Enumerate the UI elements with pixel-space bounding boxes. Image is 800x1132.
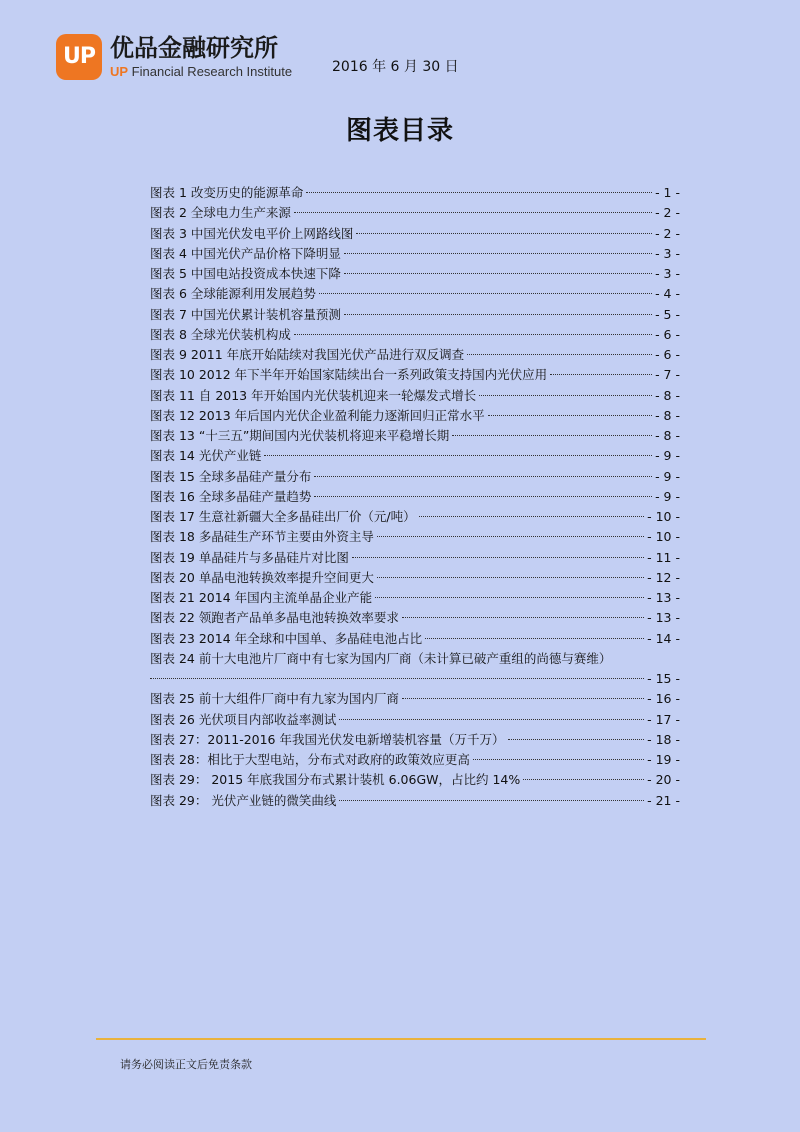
toc-item[interactable] [150,507,680,527]
toc-item-page: - 11 - [647,549,680,565]
toc-item-label: 图表 19 单晶硅片与多晶硅片对比图 [150,549,349,565]
report-date: 2016 年 6 月 30 日 [332,59,459,75]
toc-item[interactable] [150,568,680,588]
toc-item[interactable] [150,325,680,345]
toc-item-label: 图表 2 全球电力生产来源 [150,205,291,221]
toc-item-label: 图表 23 2014 年全球和中国单、多晶硅电池占比 [150,630,423,646]
toc-item-page: - 5 - [655,306,680,322]
toc-item-continuation [150,669,680,689]
footer-disclaimer: 请务必阅读正文后免责条款 [120,1058,252,1071]
toc-item[interactable] [150,548,680,568]
institute-logo [56,34,316,84]
toc-item-page: - 8 - [655,387,680,403]
toc-dot-leader [319,293,652,294]
toc-item-label: 图表 7 中国光伏累计装机容量预测 [150,306,341,322]
toc-item-page: - 13 - [647,590,680,605]
toc-item-page: - 12 - [647,569,680,585]
toc-dot-leader [344,273,652,274]
toc-item-label: 图表 5 中国电站投资成本快速下降 [150,266,341,281]
toc-item[interactable] [150,406,680,426]
toc-item-label: 图表 12 2013 年后国内光伏企业盈利能力逐渐回归正常水平 [150,407,485,423]
toc-dot-leader [452,435,652,436]
toc-item[interactable] [150,588,680,608]
toc-item-label: 图表 11 自 2013 年开始国内光伏装机迎来一轮爆发式增长 [150,387,477,403]
toc-item-label: 图表 21 2014 年国内主流单晶企业产能 [150,590,373,605]
toc-item-label: 图表 25 前十大组件厂商中有九家为国内厂商 [150,691,399,707]
toc-dot-leader [508,739,645,740]
toc-item-page: - 13 - [647,610,680,626]
toc-dot-leader [352,557,644,558]
toc-item[interactable] [150,386,680,406]
toc-item[interactable] [150,689,680,709]
toc-item-label: 图表 27：2011-2016 年我国光伏发电新增装机容量（万千万） [150,731,505,747]
toc-item-label: 图表 16 全球多晶硅产量趋势 [150,488,312,504]
toc-dot-leader [356,233,652,234]
toc-item-label: 图表 18 多晶硅生产环节主要由外资主导 [150,529,374,545]
toc-item-label: 图表 8 全球光伏装机构成 [150,326,291,342]
toc-item-label: 图表 22 领跑者产品单多晶电池转换效率要求 [150,610,399,626]
toc-item-label: 图表 28：相比于大型电站，分布式对政府的政策效应更高 [150,752,470,767]
toc-item-label: 图表 13 “十三五”期间国内光伏装机将迎来平稳增长期 [150,428,450,443]
toc-dot-leader [402,617,644,618]
toc-item-page: - 9 - [655,488,680,504]
toc-item-label: 图表 4 中国光伏产品价格下降明显 [150,245,341,261]
toc-dot-leader [523,779,644,780]
toc-item-page: - 15 - [647,671,680,686]
toc-item-page: - 8 - [655,428,680,443]
page-title: 图表目录 [345,116,454,146]
logo-english-accent: UP [110,64,129,79]
toc-dot-leader [377,577,644,578]
toc-item-page: - 6 - [655,326,680,342]
toc-item-page: - 14 - [647,630,680,646]
toc-item-label: 图表 29： 光伏产业链的微笑曲线 [150,792,337,808]
logo-chinese-name: 优品金融研究所 [110,34,278,62]
toc-item[interactable] [150,224,680,244]
toc-item[interactable] [150,345,680,365]
toc-item-page: - 4 - [655,286,680,302]
toc-item-page: - 6 - [655,347,680,362]
toc-item-page: - 3 - [655,266,680,281]
toc-item[interactable] [150,264,680,284]
logo-english-name [110,64,292,80]
toc-item[interactable] [150,183,680,203]
toc-dot-leader [339,719,644,720]
toc-dot-leader [473,759,644,760]
toc-dot-leader [467,354,652,355]
toc-item[interactable] [150,791,680,811]
toc-item[interactable] [150,710,680,730]
logo-badge: UP [56,34,102,80]
toc-item-page: - 20 - [647,772,680,788]
toc-dot-leader [294,334,652,335]
toc-dot-leader [294,212,652,213]
toc-item[interactable] [150,487,680,507]
toc-item-page: - 10 - [647,529,680,545]
toc-item-page: - 3 - [655,245,680,261]
toc-item-page: - 18 - [647,731,680,747]
toc-item[interactable] [150,770,680,790]
toc-item-page: - 9 - [655,448,680,464]
toc-dot-leader [150,678,644,679]
toc-dot-leader [402,698,644,699]
toc-item[interactable] [150,750,680,770]
toc-item-label: 图表 20 单晶电池转换效率提升空间更大 [150,569,374,585]
toc-item[interactable] [150,730,680,750]
toc-item-label: 图表 15 全球多晶硅产量分布 [150,468,312,484]
toc-dot-leader [488,415,652,416]
table-of-figures [150,183,680,811]
toc-dot-leader [314,496,652,497]
toc-item-page: - 8 - [655,407,680,423]
toc-item-page: - 17 - [647,711,680,727]
toc-item-page: - 10 - [647,509,680,524]
toc-item-label: 图表 6 全球能源利用发展趋势 [150,286,316,302]
toc-dot-leader [264,455,652,456]
toc-item[interactable] [150,629,680,649]
toc-item-label: 图表 9 2011 年底开始陆续对我国光伏产品进行双反调查 [150,347,465,362]
toc-item[interactable] [150,426,680,446]
toc-dot-leader [306,192,652,193]
toc-item-page: - 9 - [655,468,680,484]
logo-english-rest: Financial Research Institute [128,64,293,79]
toc-item[interactable] [150,649,680,690]
toc-item[interactable] [150,467,680,487]
toc-dot-leader [479,395,652,396]
toc-dot-leader [344,314,652,315]
toc-dot-leader [339,800,644,801]
toc-item[interactable] [150,527,680,547]
toc-dot-leader [344,253,652,254]
toc-item-page: - 7 - [655,367,680,383]
toc-dot-leader [425,638,644,639]
toc-item-label: 图表 10 2012 年下半年开始国家陆续出台一系列政策支持国内光伏应用 [150,367,548,383]
toc-item[interactable] [150,244,680,264]
toc-dot-leader [419,516,645,517]
toc-item-label: 图表 26 光伏项目内部收益率测试 [150,711,337,727]
toc-item-label: 图表 3 中国光伏发电平价上网路线图 [150,225,354,241]
toc-item[interactable] [150,446,680,466]
footer-divider [96,1038,706,1040]
toc-item-page: - 16 - [647,691,680,707]
toc-item-label: 图表 14 光伏产业链 [150,448,262,464]
toc-item-page: - 21 - [647,792,680,808]
toc-item[interactable] [150,608,680,628]
toc-item-page: - 2 - [655,225,680,241]
toc-item-label: 图表 29： 2015 年底我国分布式累计装机 6.06GW，占比约 14% [150,772,521,788]
toc-item[interactable] [150,203,680,223]
toc-item-label: 图表 24 前十大电池片厂商中有七家为国内厂商（未计算已破产重组的尚德与赛维） [150,650,612,666]
toc-dot-leader [550,374,652,375]
toc-item-label: 图表 1 改变历史的能源革命 [150,185,304,200]
toc-dot-leader [375,597,644,598]
toc-item-page: - 1 - [655,185,680,200]
toc-item[interactable] [150,365,680,385]
toc-dot-leader [377,536,644,537]
toc-item[interactable] [150,305,680,325]
toc-item-page: - 19 - [647,752,680,767]
toc-item[interactable] [150,284,680,304]
toc-item-label: 图表 17 生意社新疆大全多晶硅出厂价（元/吨） [150,509,416,524]
toc-item-page: - 2 - [655,205,680,221]
toc-dot-leader [314,476,652,477]
